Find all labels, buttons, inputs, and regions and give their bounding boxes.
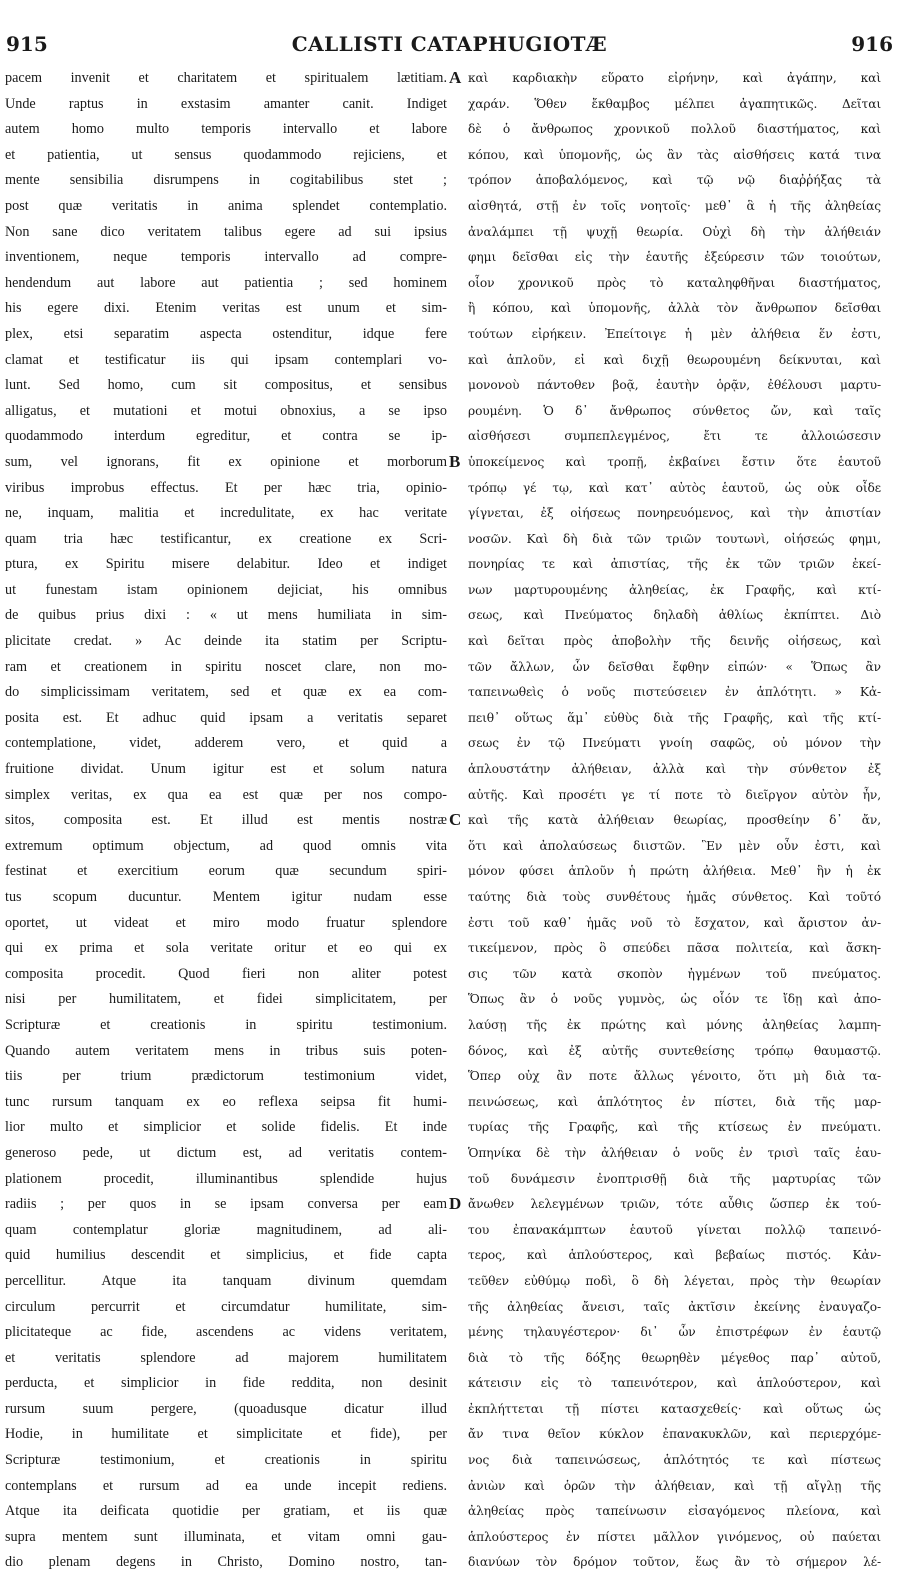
latin-text-line: quodammodo interdum egreditur, et contra se ip- bbox=[5, 428, 447, 445]
latin-text-line: extremum optimum objectum, ad quod omnis vita bbox=[5, 837, 447, 854]
greek-text-line: ἁπλουστάτην ἀλήθειαν, ἀλλὰ καὶ τὴν σύνθετον ἐξ bbox=[468, 762, 881, 777]
latin-text-line: supra mentem sunt illuminata, et vitam omni gau- bbox=[5, 1528, 447, 1545]
latin-text-line: rursum suum pergere, (quoadusque dicatur illud bbox=[5, 1400, 447, 1417]
latin-text-line: tunc rursum tanquam ex eo reflexa seipsa fit humi- bbox=[5, 1093, 447, 1110]
greek-text-line: τοῦ δυνάμεσιν ἐνοπτρισθῇ διὰ τῆς μαρτυρίας τῶν bbox=[468, 1171, 881, 1186]
latin-text-line: pacem invenit et charitatem et spiritualem lætitiam. bbox=[5, 70, 447, 86]
latin-text-line: sitos, composita est. Et illud est mentis nostræ bbox=[5, 812, 447, 829]
greek-text-line: τεῦθεν εὐθύμῳ ποδὶ, ὃ δὴ λέγεται, πρὸς τὴν θεωρίαν bbox=[468, 1273, 881, 1288]
latin-text-line: composita procedit. Quod fieri non aliter potest bbox=[5, 965, 447, 982]
latin-text-line: tus scopum ducuntur. Mentem igitur nudam esse bbox=[5, 889, 447, 905]
latin-text-line: plicitate credat. » Ac deinde ita statim per Scriptu- bbox=[5, 633, 447, 650]
latin-text-line: his egere dixi. Etenim veritas est unum et sim- bbox=[5, 300, 447, 317]
greek-text-line: τούτων εἰρήκειν. Ἐπείτοιγε ἡ μὲν ἀλήθεια ἕν ἐστι, bbox=[468, 326, 881, 341]
latin-text-line: Atque ita deificata quotidie per gratiam, et iis quæ bbox=[5, 1503, 447, 1520]
latin-text-line: plicitateque ac fide, ascendens ac videns veritatem, bbox=[5, 1324, 447, 1341]
greek-text-line: διανύων τὸν δρόμον τοῦτον, ἕως ἂν τὸ σήμερον λέ- bbox=[468, 1555, 881, 1570]
section-marker-c: C bbox=[449, 810, 462, 830]
greek-text-line: ἀνιὼν καὶ ὁρῶν τὴν ἀλήθειαν, καὶ τῇ αἴγλῃ τῆς bbox=[468, 1478, 881, 1493]
greek-text-line: καὶ τῆς κατὰ ἀλήθειαν θεωρίας, προσθείην δ᾽ ἄν, bbox=[468, 813, 881, 828]
greek-text-line: τῶν ἄλλων, ὧν δεῖσθαι ἔφθην εἰπών· « Ὅπως ἂν bbox=[468, 659, 881, 674]
greek-column bbox=[468, 66, 881, 1576]
greek-text-line: ταπεινωθεὶς ὁ νοῦς πιστεύσειεν ἐν ἁπλότητι. » Κἀ- bbox=[468, 685, 881, 700]
greek-text-line: τῆς ἀληθείας ἄνεισι, ταῖς ἀκτῖσιν ἐκείνης ἐναυγαζο- bbox=[468, 1299, 881, 1314]
latin-text-line: plex, etsi separatim aspecta ostenditur, idque fere bbox=[5, 325, 447, 342]
greek-text-line: καὶ ἁπλοῦν, εἰ καὶ διχῇ θεωρουμένη δείκνυται, καὶ bbox=[468, 352, 881, 367]
latin-text-line: alligatus, et mutationi et motui obnoxius, a se ipso bbox=[5, 402, 447, 419]
latin-text-line: de quibus prius dixi : « ut mens humiliata in sim- bbox=[5, 607, 447, 624]
latin-text-line: dio plenam degens in Christo, Domino nostro, tan- bbox=[5, 1554, 447, 1571]
latin-text-line: Scripturæ testimonium, et creationis in spiritu bbox=[5, 1452, 447, 1469]
greek-text-line: καὶ καρδιακὴν εὕρατο εἰρήνην, καὶ ἀγάπην, καὶ bbox=[468, 71, 881, 85]
latin-text-line: ram et creationem in spiritu noscet clare, non mo- bbox=[5, 658, 447, 675]
greek-text-line: Ὁπηνίκα δὲ τὴν ἀλήθειαν ὁ νοῦς ἐν τρισὶ ταῖς ἑαυ- bbox=[468, 1145, 881, 1160]
latin-text-line: lior multo et simplicior et solide fidelis. Et inde bbox=[5, 1119, 447, 1136]
greek-text-line: κόπου, καὶ ὑπομονῆς, ὡς ἂν τὰς αἰσθήσεις κατά τινα bbox=[468, 147, 881, 162]
greek-text-line: χαράν. Ὅθεν ἔκθαμβος μέλπει ἀγαπητικῶς. Δεῖται bbox=[468, 96, 881, 111]
latin-text-line: ptura, ex Spiritu misere delabitur. Ideo et indiget bbox=[5, 556, 447, 573]
greek-text-line: μόνον φύσει ἁπλοῦν ἡ πρώτη ἀλήθεια. Μεθ᾽ ἣν ἡ ἐκ bbox=[468, 864, 881, 879]
latin-text-line: Unde raptus in exstasim amanter canit. Indiget bbox=[5, 95, 447, 112]
greek-text-line: τυρίας τῆς Γραφῆς, καὶ τῆς κτίσεως ἐν πνεύματι. bbox=[468, 1120, 881, 1135]
latin-text-line: do simplicissimam veritatem, sed et quæ ex ea com- bbox=[5, 684, 447, 701]
greek-text-line: Ὅπερ οὐχ ἂν ποτε ἄλλως γένοιτο, ὅτι μὴ διὰ τα- bbox=[468, 1069, 881, 1084]
latin-text-line: Quando autem veritatem mens in tribus suis poten- bbox=[5, 1042, 447, 1059]
latin-text-line: plationem procedit, illuminantibus splendide hujus bbox=[5, 1170, 447, 1187]
greek-text-line: τερος, καὶ ἁπλούστερος, καὶ βεβαίως πιστός. Κἀν- bbox=[468, 1248, 881, 1263]
greek-text-line: αὐτῆς. Καὶ προσέτι γε τί ποτε τὸ διεῖργον αὐτὸν ἦν, bbox=[468, 787, 881, 802]
latin-text-line: inventionem, neque temporis intervallo ad compre- bbox=[5, 249, 447, 266]
latin-text-line: sum, vel ignorans, fit ex opinione et morborum bbox=[5, 453, 447, 470]
latin-text-line: contemplatione, videt, adderem vero, et quid a bbox=[5, 735, 447, 752]
greek-text-line: ὅτι καὶ ἀπολαύσεως διιστῶν. Ἓν μὲν οὖν ἐστι, καὶ bbox=[468, 838, 881, 853]
latin-text-line: contemplans et rursum ad ea unde incepit rediens. bbox=[5, 1477, 447, 1494]
greek-text-line: πονηρίας τε καὶ ἀπιστίας, τῆς ἐκ τῶν τριῶν ἐκεί- bbox=[468, 557, 881, 572]
greek-text-line: τρόπον ἀποβαλόμενος, καὶ τῷ νῷ διαῤῥήξας τὰ bbox=[468, 173, 881, 188]
latin-text-line: oportet, ut videat et miro modo fruatur splendore bbox=[5, 914, 447, 931]
latin-text-line: radiis ; per quos in se ipsam conversa per eam bbox=[5, 1196, 447, 1213]
latin-text-line: et patientia, ut sensus quodammodo rejiciens, et bbox=[5, 146, 447, 163]
greek-text-line: δόνος, καὶ ἐξ αὐτῆς συντεθείσης τρόπῳ θαυμαστῷ. bbox=[468, 1043, 881, 1058]
latin-text-line: autem homo multo temporis intervallo et labore bbox=[5, 121, 447, 138]
greek-text-line: διὰ τὸ τῆς δόξης θεωρηθὲν μέγεθος παρ᾽ αὐτοῦ, bbox=[468, 1350, 881, 1365]
latin-text-line: percellitur. Atque ita tanquam divinum quemdam bbox=[5, 1272, 447, 1289]
greek-text-line: νος διὰ ταπεινώσεως, ἁπλότητός τε καὶ πίστεως bbox=[468, 1453, 881, 1468]
latin-text-line: quam contemplatur gloriæ magnitudinem, ad ali- bbox=[5, 1221, 447, 1238]
greek-text-line: μονονοὺ πάντοθεν βοᾷ, ἑαυτὴν ὁρᾷν, ἐθέλουσι μαρτυ- bbox=[468, 378, 881, 393]
greek-text-line: σεως, καὶ Πνεύματος δηλαδὴ ἀθλίως ἐκπίπτει. Διὸ bbox=[468, 608, 881, 623]
latin-text-line: circulum percurrit et circumdatur humilitate, sim- bbox=[5, 1298, 447, 1315]
latin-text-line: et veritatis splendore ad majorem humilitatem bbox=[5, 1349, 447, 1366]
latin-text-line: simplex veritas, ex qua ea est quæ per nos compo- bbox=[5, 786, 447, 803]
latin-text-line: nisi per humilitatem, et fidei simplicitatem, per bbox=[5, 991, 447, 1008]
greek-text-line: πειθ᾽ οὕτως ἅμ᾽ εὐθὺς διὰ τῆς Γραφῆς, καὶ τῆς κτί- bbox=[468, 710, 881, 725]
latin-text-line: mente sensibilia disrumpens in cogitabilibus stet ; bbox=[5, 172, 447, 189]
latin-text-line: generoso pede, ut dictum est, ad veritatis contem- bbox=[5, 1144, 447, 1161]
greek-text-line: δὲ ὁ ἄνθρωπος χρονικοῦ πολλοῦ διαστήματος, καὶ bbox=[468, 122, 881, 137]
latin-text-line: viribus improbus effectus. Et per hæc tria, opinio- bbox=[5, 479, 447, 496]
greek-text-line: λαύσῃ τῆς ἐκ πρώτης καὶ μόνης ἀληθείας λαμπη- bbox=[468, 1017, 881, 1032]
greek-text-line: μένης τηλαυγέστερον· δι᾽ ὧν ἐπιστρέφων ἐν ἑαυτῷ bbox=[468, 1325, 881, 1340]
latin-text-line: fruitione dividat. Unum igitur est et solum natura bbox=[5, 761, 447, 778]
greek-text-line: αἰσθήσεσι συμπεπλεγμένος, ἔτι τε ἀλλοιώσεσιν bbox=[468, 429, 881, 444]
latin-text-line: quam tria hæc testificantur, ex creatione ex Scri- bbox=[5, 530, 447, 547]
latin-text-line: hendendum aut labore aut patientia ; sed hominem bbox=[5, 274, 447, 291]
greek-text-line: νων μαρτυρουμένης ἀληθείας, ἐκ Γραφῆς, καὶ κτί- bbox=[468, 582, 881, 597]
greek-text-line: κάτεισιν εἰς τὸ ταπεινότερον, καὶ ἁπλούστερον, καὶ bbox=[468, 1376, 881, 1391]
latin-text-line: festinat et exercitium eorum quæ secundum spiri- bbox=[5, 863, 447, 880]
greek-text-line: ἐστι τοῦ καθ᾽ ἡμᾶς νοῦ τὸ ἔσχατον, καὶ ἄριστον ἀν- bbox=[468, 915, 881, 930]
latin-text-line: tiis per trium prædictorum testimonium videt, bbox=[5, 1068, 447, 1085]
running-title: CALLISTI CATAPHUGIOTÆ bbox=[291, 32, 608, 56]
greek-text-line: του ἐπανακάμπτων ἑαυτοῦ γίνεται πολλῷ ταπεινό- bbox=[468, 1222, 881, 1237]
latin-text-line: quid humilius descendit et simplicius, et fide capta bbox=[5, 1247, 447, 1264]
latin-text-line: Hodie, in humilitate et simplicitate et fide), per bbox=[5, 1426, 447, 1443]
greek-text-line: φημι δεῖσθαι εἰς τὴν ἑαυτῆς ἐξεύρεσιν τῶν τοιούτων, bbox=[468, 250, 881, 265]
latin-column bbox=[5, 66, 447, 1576]
greek-text-line: νοσῶν. Καὶ δὴ διὰ τῶν τριῶν τουτωνὶ, οἰήσεώς φημι, bbox=[468, 531, 881, 546]
latin-text-line: Non sane dico veritatem talibus egere ad sui ipsius bbox=[5, 223, 447, 240]
latin-text-line: ne, inquam, malitia et incredulitate, ex hac veritate bbox=[5, 505, 447, 522]
greek-text-line: πεινώσεως, καὶ ἁπλότητος ἐν πίστει, διὰ τῆς μαρ- bbox=[468, 1094, 881, 1109]
latin-text-line: perducta, et simplicior in fide reddita, non desinit bbox=[5, 1375, 447, 1392]
greek-text-line: οἷον χρονικοῦ πρὸς τὸ καταληφθῆναι διαστήματος, bbox=[468, 275, 881, 290]
page-number-left: 915 bbox=[6, 32, 48, 56]
greek-text-line: ἄνωθεν λελεγμένων τριῶν, τότε αὖθις ὥσπερ ἐκ τού- bbox=[468, 1197, 881, 1212]
greek-text-line: ἢ κόπου, καὶ ὑπομονῆς, ἀλλὰ τὸν ἄνθρωπον δεῖσθαι bbox=[468, 301, 881, 316]
greek-text-line: τικείμενον, πρὸς ὃ σπεύδει πᾶσα πολιτεία, καὶ ἄσκη- bbox=[468, 941, 881, 956]
latin-text-line: Scripturæ et creationis in spiritu testimonium. bbox=[5, 1016, 447, 1033]
section-marker-d: D bbox=[449, 1194, 462, 1214]
greek-text-line: ρουμένη. Ὁ δ᾽ ἄνθρωπος σύνθετος ὤν, καὶ ταῖς bbox=[468, 403, 881, 418]
greek-text-line: ὑποκείμενος καὶ τροπῇ, ἐκβαίνει ἔστιν ὅτε ἑαυτοῦ bbox=[468, 454, 881, 469]
section-marker-b: B bbox=[449, 452, 461, 471]
greek-text-line: ἁπλούστερος ἐν πίστει μᾶλλον γινόμενος, οὐ παύεται bbox=[468, 1529, 881, 1544]
latin-text-line: post quæ veritatis in anima splendet contemplatio. bbox=[5, 197, 447, 214]
greek-text-line: ἄν τινα θεῖον κύκλον ἐπανακυκλῶν, καὶ περιερχόμε- bbox=[468, 1427, 881, 1442]
greek-text-line: Ὅπως ἂν ὁ νοῦς γυμνὸς, ὡς οἷόν τε ἴδῃ καὶ ἀπο- bbox=[468, 992, 881, 1007]
latin-text-line: ut funestam istam opinionem dejiciat, his omnibus bbox=[5, 581, 447, 598]
greek-text-line: ἐκπλήττεται τῇ πίστει κατασχεθείς· καὶ οὕτως ὡς bbox=[468, 1401, 881, 1416]
latin-text-line: lunt. Sed homo, cum sit compositus, et sensibus bbox=[5, 377, 447, 394]
greek-text-line: σις τῶν κατὰ σκοπὸν ἠγμένων τοῦ πνεύματος. bbox=[468, 966, 881, 981]
greek-text-line: ἀναλάμπει τῇ ψυχῇ θεωρία. Οὐχὶ δὴ τὴν ἀλήθειάν bbox=[468, 224, 881, 239]
greek-text-line: τρόπῳ γέ τῳ, καὶ κατ᾽ αὐτὸς ἑαυτοῦ, ὡς οὐκ οἶδε bbox=[468, 480, 881, 495]
greek-text-line: αἰσθητά, στῇ ἐν τοῖς νοητοῖς· μεθ᾽ ἃ ἡ τῆς ἀληθείας bbox=[468, 198, 881, 213]
latin-text-line: posita est. Et adhuc quid ipsam a veritatis separet bbox=[5, 709, 447, 726]
latin-text-line: clamat et testificatur iis qui ipsam contemplari vo- bbox=[5, 351, 447, 368]
page-header bbox=[6, 30, 893, 60]
greek-text-line: καὶ δεῖται πρὸς ἀποβολὴν τῆς δεινῆς οἰήσεως, καὶ bbox=[468, 634, 881, 649]
section-marker-a: A bbox=[449, 68, 462, 87]
page-number-right: 916 bbox=[851, 32, 893, 56]
greek-text-line: γίγνεται, ἐξ οἰήσεως πονηρευόμενος, καὶ τὴν ἀπιστίαν bbox=[468, 506, 881, 521]
latin-text-line: qui ex prima et sola veritate oritur et eo qui ex bbox=[5, 940, 447, 957]
greek-text-line: σεως ἐν τῷ Πνεύματι γνοίη σαφῶς, οὐ μόνον τὴν bbox=[468, 736, 881, 751]
greek-text-line: ταύτης διὰ τοὺς συνθέτους ἡμᾶς σύνθετος. Καὶ τοῦτό bbox=[468, 890, 881, 904]
greek-text-line: ἀληθείας πρὸς ταπείνωσιν εἰσαγόμενος πλείονα, καὶ bbox=[468, 1504, 881, 1519]
